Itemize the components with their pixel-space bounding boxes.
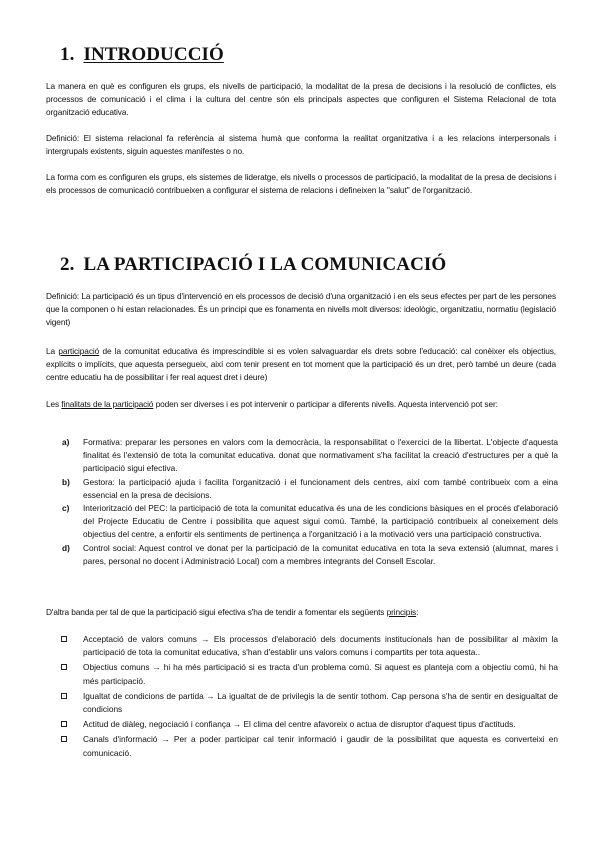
section-2-paragraph-1: Definició: La participació és un tipus d'intervenció en els processos de decisió d'una organització i en els seus efectes per part de les persones que la componen o hi estan relacionades. És un principi que es fonamenta en nivells molt diversos: ideològic, organitzatiu, normatiu (legislació vigent) xyxy=(46,291,556,328)
paragraph-4-lead: D'altra banda per tal de que la participació sigui efectiva s'ha de tendir a fomentar els següents xyxy=(46,607,387,617)
paragraph-3-body: poden ser diverses i es pot intervenir o participar a diferents nivells. Aquesta intervenció pot ser: xyxy=(153,399,498,409)
list-item xyxy=(46,633,558,659)
section-2-title: LA PARTICIPACIÓ I LA COMUNICACIÓ xyxy=(83,254,447,275)
list-item-text: Actitud de diàleg, negociació i confiança → El clima del centre afavoreix o actua de disruptor d'aquest tipus d'actituds. xyxy=(83,719,516,730)
list-item xyxy=(46,690,558,716)
finalitats-list xyxy=(46,436,558,568)
list-item xyxy=(46,542,558,568)
checkbox-square-icon xyxy=(61,721,67,727)
list-marker: a) xyxy=(62,437,70,447)
list-item-text: Canals d'informació → Per a poder participar cal tenir informació i gaudir de la possibilitat que aquesta es converteixi en comunicació. xyxy=(83,734,558,758)
section-2-paragraph-3 xyxy=(46,398,556,411)
checkbox-square-icon xyxy=(61,736,67,742)
list-item-text: Gestora: la participació ajuda i facilita l'organització i el funcionament dels centres, així com també contribueix com a eina essencial en la presa de decisions. xyxy=(83,476,558,500)
list-marker: c) xyxy=(62,503,70,514)
section-1-paragraph-1: La manera en què es configuren els grups, els nivells de participació, la modalitat de la presa de decisions i la resolució de conflictes, els processos de comunicació i el clima i la cultura del centre són els principals aspectes que configuren el Sistema Relacional de tota organització educativa. xyxy=(46,81,556,118)
list-item xyxy=(46,436,558,476)
section-1-title: INTRODUCCIÓ xyxy=(83,44,224,65)
section-2-number: 2. xyxy=(60,254,75,275)
participacio-term: participació xyxy=(58,346,100,356)
list-item xyxy=(46,476,558,502)
section-2-paragraph-2 xyxy=(46,345,556,385)
list-marker: d) xyxy=(62,542,70,553)
section-2-paragraph-4 xyxy=(46,606,556,619)
list-item-text: Objectius comuns → hi ha més participació si es tracta d'un problema comú. Si aquest es planteja com a objectiu comú, hi ha més participació. xyxy=(83,662,558,686)
checkbox-square-icon xyxy=(61,636,67,642)
paragraph-4-end: : xyxy=(416,607,419,617)
list-item xyxy=(46,502,558,542)
paragraph-2-lead: La xyxy=(46,346,59,356)
list-item-text: Formativa: preparar les persones en valors com la democràcia, la responsabilitat o l'exercici de la llibertat. L'objecte d'aquesta finalitat és l'extensió de tota la comunitat educativa. donat que normativament s'ha facilitat la creació d'estructures per a què la participació sigui efectiva. xyxy=(83,437,558,474)
section-1-number: 1. xyxy=(60,44,75,65)
checkbox-square-icon xyxy=(61,664,67,670)
section-1-paragraph-2: Definició: El sistema relacional fa referència al sistema humà que conforma la realitat organitzativa i a les relacions interpersonals i intergrupals existents, siguin aquestes manifestes o no. xyxy=(46,133,556,157)
list-item-text: Igualtat de condicions de partida → La igualtat de de privilegis la de sentir tothom. Cap persona s'ha de sentir en desigualtat de condicions xyxy=(83,690,558,715)
list-item-text: Acceptació de valors comuns → Els processos d'elaboració dels documents institucionals han de possibilitar al màxim la participació de tota la comunitat educativa, s'han d'establir uns valors comuns i compartits per tota aquesta.. xyxy=(83,634,558,658)
checkbox-square-icon xyxy=(61,693,67,699)
paragraph-2-body: de la comunitat educativa és imprescindible si es volen salvaguardar els drets sobre l'educació: cal conèixer els objectius, explícits o implícits, que aquesta persegueix, així com tenir present en tot moment que la participació és un dret, però també un deure (cada centre educatiu ha de possibilitar i fer real aquest dret i deure) xyxy=(46,346,557,383)
list-item-text: Interiorització del PEC: la participació de tota la comunitat educativa és una de les condicions bàsiques en el procés d'elaboració del Projecte Educatiu de Centre i possibilita que aquest sigui comú. També, la participació contribueix al coneixement dels objectius del centre, a enfortir els sentiments de pertinença a l'organització i a la motivació vers una participació constructiva. xyxy=(83,503,558,540)
list-item-text: Control social: Aquest control ve donat per la participació de la comunitat educativa en tota la seva extensió (alumnat, mares i pares, personal no docent i Administració Local) com a membres integrants del Consell Escolar. xyxy=(83,542,558,566)
list-item xyxy=(46,733,558,759)
paragraph-3-lead: Les xyxy=(46,399,62,409)
section-1-heading xyxy=(60,44,224,66)
section-1-paragraph-3: La forma com es configuren els grups, els sistemes de lideratge, els nivells o processos de participació, la modalitat de la presa de decisions i els processos de comunicació contribueixen a configurar el sistema de relacions i defineixen la "salut" de l'organització. xyxy=(46,172,556,196)
finalitats-term: finalitats de la participació xyxy=(61,399,154,409)
principis-list xyxy=(46,633,558,760)
list-item xyxy=(46,661,558,687)
principis-term: principis xyxy=(386,607,417,617)
section-2-heading xyxy=(60,254,446,276)
list-item xyxy=(46,718,558,731)
list-marker: b) xyxy=(62,476,70,487)
